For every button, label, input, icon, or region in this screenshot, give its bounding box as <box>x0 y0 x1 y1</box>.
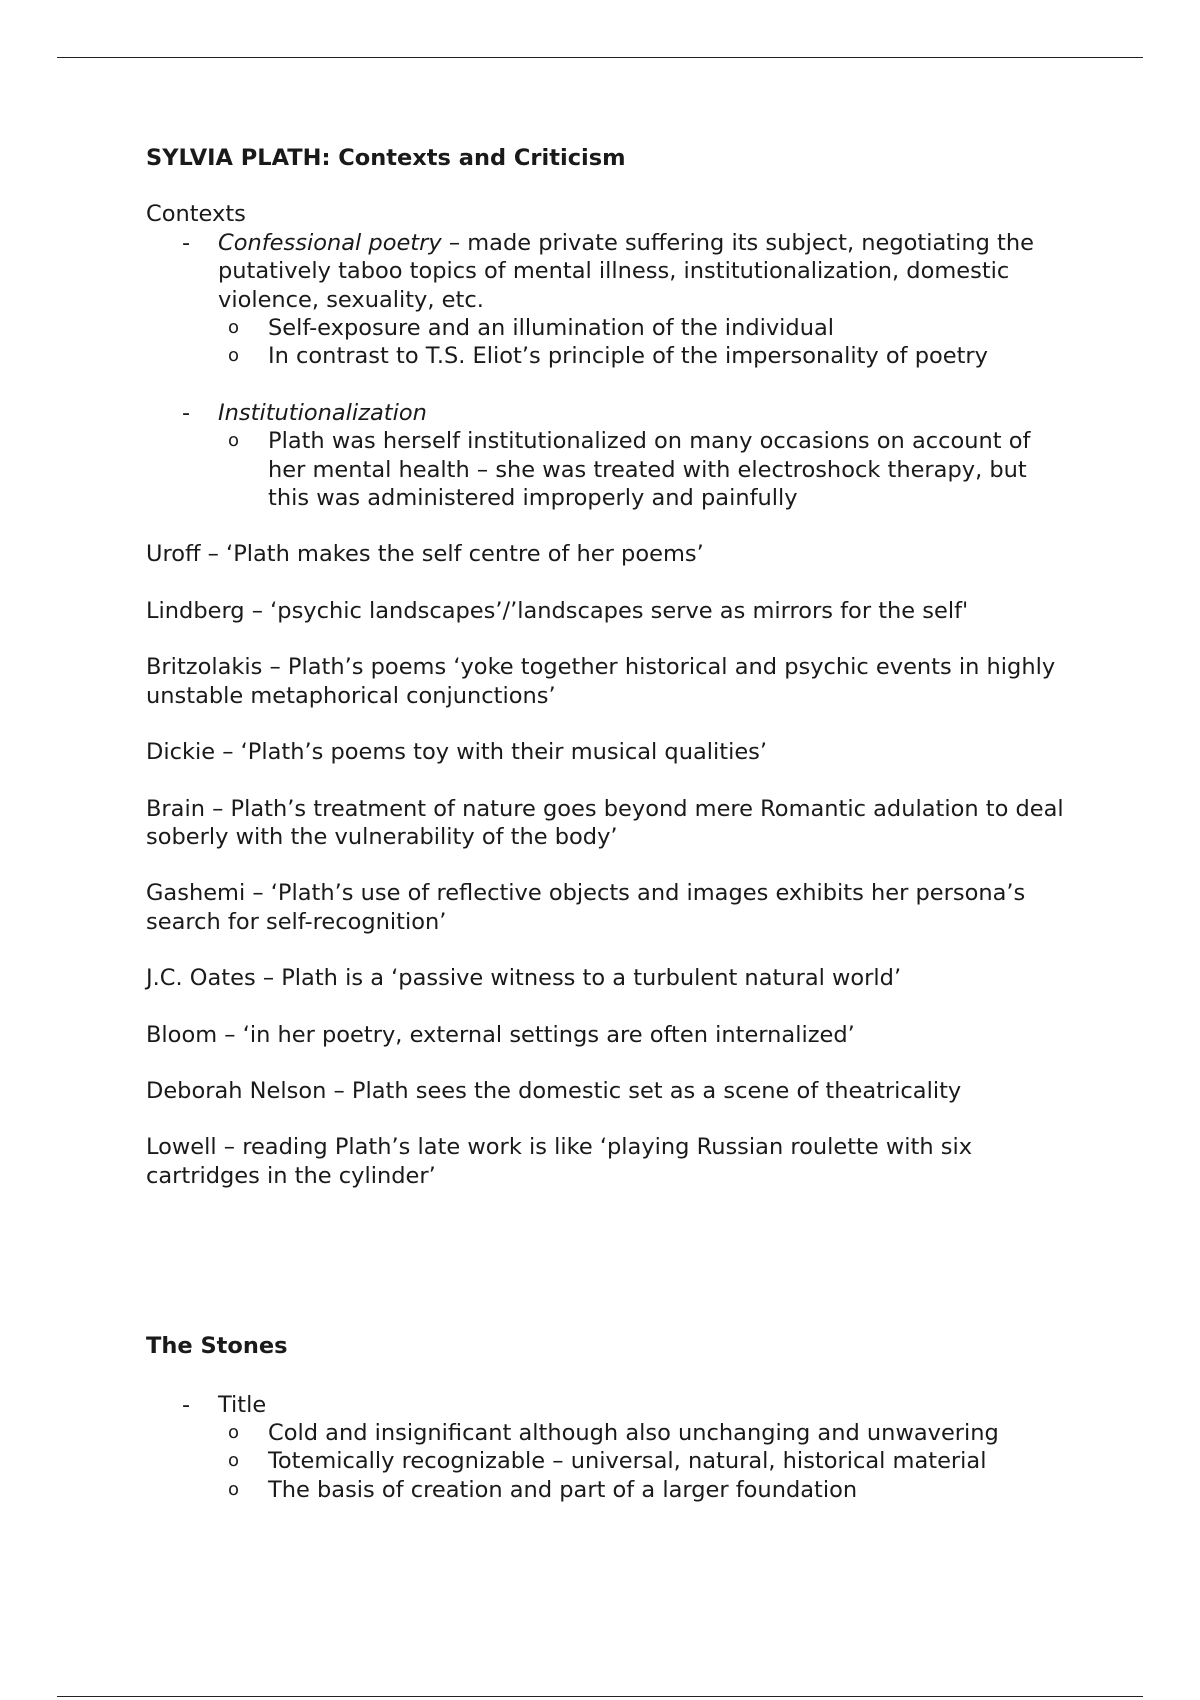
circle-marker: o <box>228 1478 240 1500</box>
list-item <box>218 1447 1066 1475</box>
criticism-section <box>146 540 1066 1190</box>
confessional-subitems <box>218 314 1066 371</box>
footer-rule <box>57 1696 1143 1697</box>
document-page <box>146 144 1066 1504</box>
critic-quote-dickie: Dickie – ‘Plath’s poems toy with their musical qualities’ <box>146 739 768 766</box>
contexts-heading: Contexts <box>146 201 246 228</box>
critic-quote-brain: Brain – Plath’s treatment of nature goes beyond mere Romantic adulation to deal soberly with the vulnerability of the body’ <box>146 795 1064 850</box>
list-item <box>218 314 1066 342</box>
critic-quote-britzolakis: Britzolakis – Plath’s poems ‘yoke together historical and psychic events in highly unstable metaphorical conjunctions’ <box>146 654 1056 709</box>
list-item-institutionalization <box>146 399 1066 513</box>
stones-subitems <box>218 1419 1066 1504</box>
stones-item-label: Title <box>218 1391 267 1418</box>
header-rule <box>57 57 1143 58</box>
subitem-text: Self-exposure and an illumination of the individual <box>268 315 835 342</box>
list-item <box>218 1419 1066 1447</box>
critic-quote-bloom: Bloom – ‘in her poetry, external settings are often internalized’ <box>146 1021 855 1048</box>
spacer <box>146 1218 1066 1332</box>
circle-marker: o <box>228 345 240 367</box>
document-title: SYLVIA PLATH: Contexts and Criticism <box>146 145 626 171</box>
subitem-text: Plath was herself institutionalized on many occasions on account of her mental health – she was treated with electroshock therapy, but this was administered improperly and painfully <box>268 428 1031 512</box>
critic-quote-uroff: Uroff – ‘Plath makes the self centre of her poems’ <box>146 541 704 568</box>
dash-marker: - <box>182 1391 191 1418</box>
list-item-title <box>146 1391 1066 1505</box>
dash-marker: - <box>182 229 191 256</box>
term-institutionalization: Institutionalization <box>218 399 427 426</box>
critic-quote-lowell: Lowell – reading Plath’s late work is like ‘playing Russian roulette with six cartridges in the cylinder’ <box>146 1134 973 1189</box>
subitem-text: Cold and insignificant although also unchanging and unwavering <box>268 1419 999 1446</box>
circle-marker: o <box>228 1450 240 1472</box>
critic-quote-lindberg: Lindberg – ‘psychic landscapes’/’landscapes serve as mirrors for the self' <box>146 597 969 624</box>
subitem-text: The basis of creation and part of a larger foundation <box>268 1476 858 1503</box>
subitem-text: In contrast to T.S. Eliot’s principle of the impersonality of poetry <box>268 343 988 370</box>
circle-marker: o <box>228 1421 240 1443</box>
list-item <box>218 1476 1066 1504</box>
spacer <box>146 512 1066 540</box>
list-item <box>218 427 1066 512</box>
stones-heading: The Stones <box>146 1333 288 1360</box>
term-confessional-poetry: Confessional poetry <box>218 229 442 256</box>
subitem-text: Totemically recognizable – universal, natural, historical material <box>268 1448 987 1475</box>
critic-quote-nelson: Deborah Nelson – Plath sees the domestic set as a scene of theatricality <box>146 1077 962 1104</box>
contexts-list <box>146 229 1066 513</box>
list-item-confessional <box>146 229 1066 371</box>
critic-quote-gashemi: Gashemi – ‘Plath’s use of reflective objects and images exhibits her persona’s search for self-recognition’ <box>146 880 1026 935</box>
circle-marker: o <box>228 317 240 339</box>
spacer <box>146 371 1066 399</box>
institutionalization-subitems <box>218 427 1066 512</box>
stones-list <box>146 1391 1066 1505</box>
list-item <box>218 342 1066 370</box>
dash-marker: - <box>182 399 191 426</box>
confessional-description: – made private suffering its subject, negotiating the putatively taboo topics of mental illness, institutionalization, domestic violence, sexuality, etc. <box>218 229 1034 313</box>
circle-marker: o <box>228 430 240 452</box>
critic-quote-oates: J.C. Oates – Plath is a ‘passive witness to a turbulent natural world’ <box>146 965 902 992</box>
